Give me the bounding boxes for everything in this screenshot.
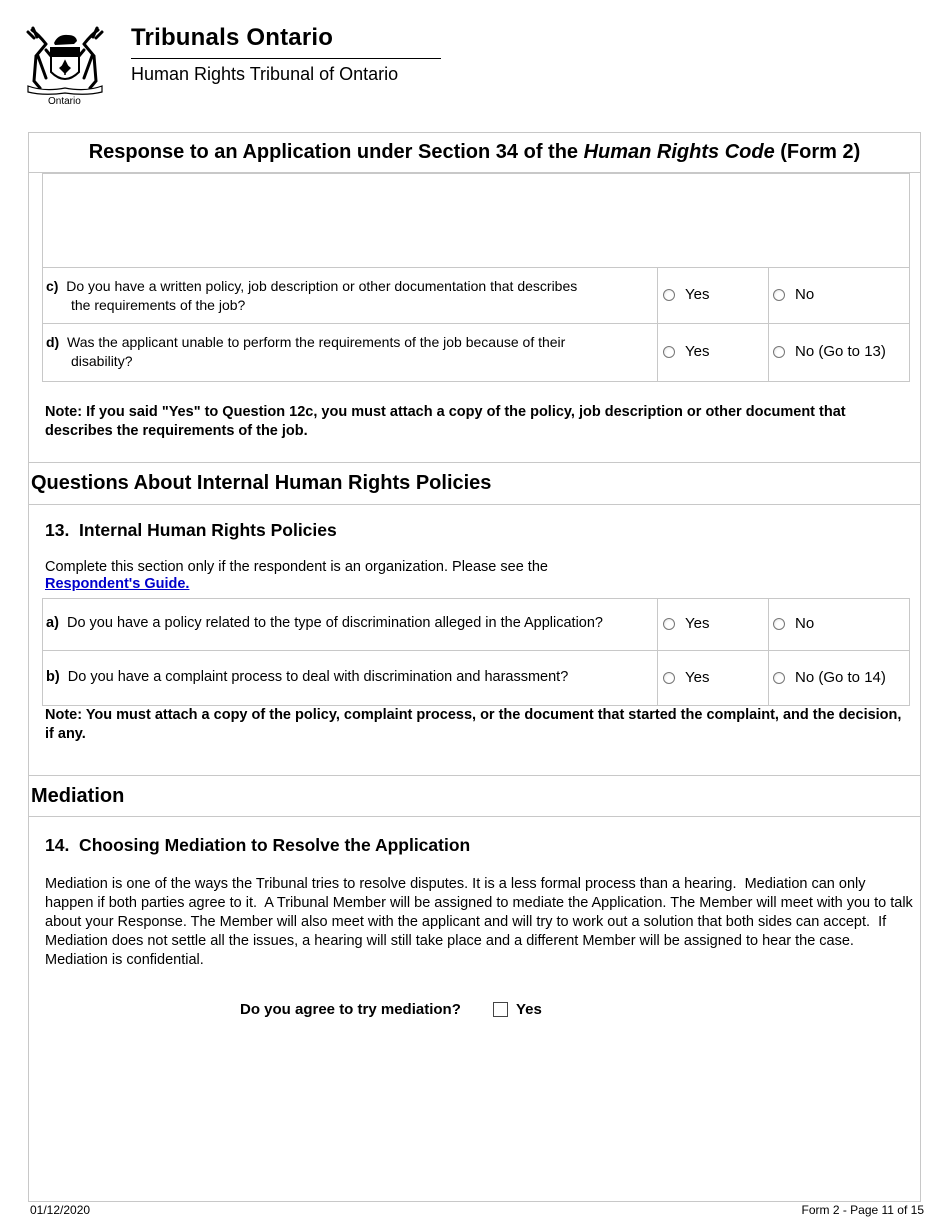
section-heading-policies: Questions About Internal Human Rights Policies bbox=[28, 462, 921, 505]
q12-note: Note: If you said "Yes" to Question 12c, you must attach a copy of the policy, job description or other document that describes the requirements of the job. bbox=[45, 404, 846, 439]
footer-date: 01/12/2020 bbox=[30, 1203, 91, 1217]
radio-label: Yes bbox=[685, 669, 710, 686]
question-letter: d) bbox=[46, 334, 60, 350]
radio-button[interactable] bbox=[773, 289, 785, 301]
mediation-yes-checkbox[interactable] bbox=[493, 1002, 508, 1017]
q13b-no-option[interactable] bbox=[773, 669, 886, 686]
crest-label: Ontario bbox=[48, 96, 81, 107]
q12c-yes-option[interactable] bbox=[663, 286, 709, 303]
q13-note: Note: You must attach a copy of the policy, complaint process, or the document that started the complaint, and the decision, if any. bbox=[45, 707, 902, 742]
table-divider bbox=[42, 650, 910, 651]
form-title-prefix: Response to an Application under Section 34 of the bbox=[88, 140, 584, 163]
form-title-suffix: (Form 2) bbox=[774, 140, 861, 163]
q14-heading: 14. Choosing Mediation to Resolve the Application bbox=[45, 835, 471, 855]
q13a-no-option[interactable] bbox=[773, 615, 814, 632]
question-text: Do you have a complaint process to deal with discrimination and harassment? bbox=[67, 669, 569, 685]
q12d-yes-option[interactable] bbox=[663, 343, 709, 360]
radio-label: Yes bbox=[685, 615, 710, 632]
table-divider bbox=[657, 267, 658, 382]
radio-label: No (Go to 13) bbox=[795, 343, 886, 360]
radio-label: Yes bbox=[685, 343, 710, 360]
form-title-italic: Human Rights Code bbox=[583, 140, 775, 163]
table-divider bbox=[42, 267, 910, 268]
footer-page-number: Form 2 - Page 11 of 15 bbox=[801, 1203, 924, 1217]
q13b-yes-option[interactable] bbox=[663, 669, 709, 686]
mediation-question: Do you agree to try mediation? bbox=[240, 1001, 461, 1018]
q12d-no-option[interactable] bbox=[773, 343, 886, 360]
radio-button[interactable] bbox=[663, 618, 675, 630]
mediation-description: Mediation is one of the ways the Tribunal tries to resolve disputes. It is a less formal process than a hearing. Mediation can only happen if both parties agree to it. A Tribunal Member will be assigned to mediate the Application. The Member will meet with you to talk about your Response. The Member will also meet with the applicant and will try to work out a solution that both sides can accept. If Mediation does not settle all the issues, a hearing will still take place and a different Member will be assigned to hear the case. Mediation is confidential. bbox=[45, 876, 917, 968]
radio-button[interactable] bbox=[773, 672, 785, 684]
question-12c bbox=[46, 277, 651, 315]
radio-button[interactable] bbox=[663, 672, 675, 684]
radio-label: No bbox=[795, 615, 815, 632]
question-text-cont: the requirements of the job? bbox=[71, 297, 246, 313]
radio-button[interactable] bbox=[663, 289, 675, 301]
section-heading-mediation: Mediation bbox=[28, 775, 921, 817]
question-13b bbox=[46, 668, 656, 687]
radio-label: Yes bbox=[685, 286, 710, 303]
radio-label: No (Go to 14) bbox=[795, 669, 886, 686]
table-divider bbox=[768, 598, 769, 706]
radio-button[interactable] bbox=[773, 618, 785, 630]
question-letter: a) bbox=[46, 615, 59, 631]
table-divider bbox=[42, 323, 910, 324]
header-divider bbox=[131, 58, 441, 59]
question-12d bbox=[46, 333, 651, 371]
q12c-no-option[interactable] bbox=[773, 286, 814, 303]
question-13a bbox=[46, 614, 656, 633]
q13-intro: Complete this section only if the respondent is an organization. Please see the bbox=[45, 559, 548, 575]
question-letter: b) bbox=[46, 669, 60, 685]
question-text: Was the applicant unable to perform the requirements of the job because of their bbox=[67, 334, 566, 350]
question-text-cont: disability? bbox=[71, 353, 133, 369]
org-subtitle: Human Rights Tribunal of Ontario bbox=[131, 64, 399, 84]
org-title: Tribunals Ontario bbox=[131, 24, 334, 51]
q13a-yes-option[interactable] bbox=[663, 615, 709, 632]
question-text: Do you have a policy related to the type of discrimination alleged in the Application? bbox=[66, 615, 603, 631]
radio-button[interactable] bbox=[663, 346, 675, 358]
question-text: Do you have a written policy, job description or other documentation that describes bbox=[66, 278, 578, 294]
radio-button[interactable] bbox=[773, 346, 785, 358]
table-divider bbox=[768, 267, 769, 382]
respondents-guide-link[interactable]: Respondent's Guide. bbox=[45, 576, 190, 592]
form-title bbox=[28, 132, 921, 173]
table-divider bbox=[657, 598, 658, 706]
checkbox-label: Yes bbox=[516, 1001, 542, 1018]
q13-heading: 13. Internal Human Rights Policies bbox=[45, 520, 337, 540]
question-letter: c) bbox=[46, 278, 59, 294]
radio-label: No bbox=[795, 286, 815, 303]
mediation-yes-option[interactable] bbox=[493, 1001, 542, 1018]
